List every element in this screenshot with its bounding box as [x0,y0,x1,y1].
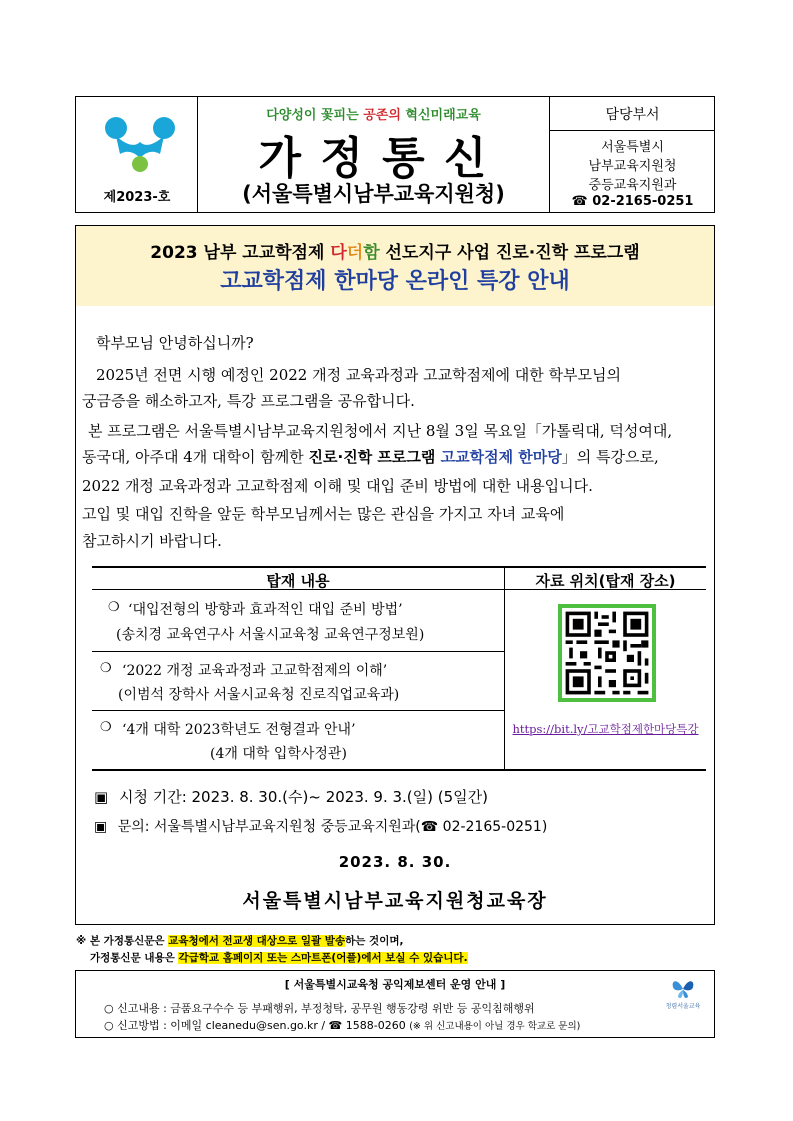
slogan-part3: 혁신미래교육 [400,108,481,123]
table-header-content: 탑재 내용 [266,572,330,590]
square-bullet-icon: ▣ [94,819,108,835]
banner-title: 고교학점제 한마당 온라인 특강 안내 [220,269,570,294]
notice-line1 [76,933,403,948]
para2-line2-d: 」의 특강으로, [561,448,659,466]
para1-line1: 2025년 전면 시행 예정인 2022 개정 교육과정과 고교학점제에 대한 학부모님의 [96,366,621,384]
row-speaker: (이범석 장학사 서울시교육청 진로직업교육과) [118,687,400,703]
signature: 서울특별시남부교육지원청교육장 [242,890,548,912]
banner-line1 [76,238,714,263]
slogan-part1: 다양성이 꽃피는 [266,108,364,123]
footer-line2 [104,1017,580,1033]
issue-date: 2023. 8. 30. [338,853,452,871]
row-title: ‘대입전형의 방향과 효과적인 대입 준비 방법’ [128,602,403,618]
dept-phone: ☎ 02-2165-0251 [571,194,694,209]
footer-line2-a: ○ 신고방법 : 이메일 cleanedu@sen.go.kr / ☎ 1588-0260 [104,1019,410,1032]
seoul-education-logo-icon [102,114,178,174]
banner-deo: 더 [346,243,364,263]
notice-line1-c: 하는 것이며, [345,935,404,947]
square-bullet-icon: ▣ [94,788,109,806]
row-speaker: (송치경 교육연구사 서울시교육청 교육연구정보원) [116,627,425,643]
para2-line1: 본 프로그램은 서울특별시남부교육지원청에서 지난 8월 3일 목요일「가톨릭대, 덕성여대, [88,422,673,440]
banner-ham: 함 [363,243,380,263]
banner-prefix: 2023 남부 고교학점제 [150,243,331,263]
qr-code[interactable] [558,604,656,702]
row-bullet: ❍ [108,600,120,615]
slogan [198,104,549,123]
row-speaker: (4개 대학 입학사정관) [210,746,347,762]
footer-line1: ○ 신고내용 : 금품요구수수 등 부패행위, 부정청탁, 공무원 행동강령 위반 등 공익침해행위 [104,1002,535,1015]
slogan-part2: 공존의 [363,108,401,123]
para2-line2-a: 동국대, 아주대 4개 대학이 함께한 [82,448,309,466]
para2-line5: 참고하시기 바랍니다. [82,532,222,550]
dept-header: 담당부서 [605,107,660,123]
contact-text: 문의: 서울특별시남부교육지원청 중등교육지원과(☎ 02-2165-0251) [117,819,548,835]
footer-line2-b: (※ 위 신고내용이 아닐 경우 학교로 문의) [409,1021,581,1032]
para2-line2-b: 진로·진학 프로그램 [308,448,441,466]
para2-line2 [82,446,659,467]
notice-mark: ※ [76,935,90,947]
dept-line3: 중등교육지원과 [588,178,677,193]
row-title: ‘4개 대학 2023학년도 전형결과 안내’ [122,722,356,738]
para1-line2: 궁금증을 해소하고자, 특강 프로그램을 공유합니다. [82,392,415,410]
para2-line3: 2022 개정 교육과정과 고교학점제 이해 및 대입 준비 방법에 대한 내용입니다. [82,477,593,495]
row-bullet: ❍ [100,720,112,735]
issue-number: 제2023-호 [103,190,171,205]
page-title: 가 정 통 신 [258,133,489,184]
dept-line1: 서울특별시 [601,140,664,155]
row-bullet: ❍ [100,661,112,676]
viewing-period [94,786,488,807]
contact-info [94,816,547,836]
dept-line2: 남부교육지원청 [588,159,677,174]
notice-line2-a: 가정통신문 내용은 [90,952,179,964]
program-name: 고교학점제 한마당 [440,448,562,466]
notice-line2 [90,950,468,965]
greeting: 학부모님 안녕하십니까? [96,334,254,352]
row-title: ‘2022 개정 교육과정과 고교학점제의 이해’ [122,663,388,679]
notice-line2-b: 각급학교 홈페이지 또는 스마트폰(어플)에서 보실 수 있습니다. [178,952,468,964]
para2-line4: 고입 및 대입 진학을 앞둔 학부모님께서는 많은 관심을 가지고 자녀 교육에 [82,505,565,523]
butterfly-icon [670,978,696,1000]
notice-line1-a: 본 가정통신문은 [89,935,169,947]
banner-suffix: 선도지구 사업 진로·진학 프로그램 [379,243,640,263]
notice-line1-b: 교육청에서 전교생 대상으로 일괄 발송 [168,935,346,947]
table-header-location: 자료 위치(탑재 장소) [535,572,676,590]
integrity-logo [656,978,710,1030]
banner-da: 다 [330,243,347,263]
qr-code-icon [562,608,652,698]
logo-text: 청렴서울교육 [665,1003,701,1010]
footer-title: [ 서울특별시교육청 공익제보센터 운영 안내 ] [284,978,506,991]
qr-link[interactable]: https://bit.ly/고교학점제한마당특강 [512,722,699,736]
page-subtitle: (서울특별시남부교육지원청) [242,182,505,206]
viewing-period-text: 시청 기간: 2023. 8. 30.(수)~ 2023. 9. 3.(일) (5일간) [118,788,488,806]
